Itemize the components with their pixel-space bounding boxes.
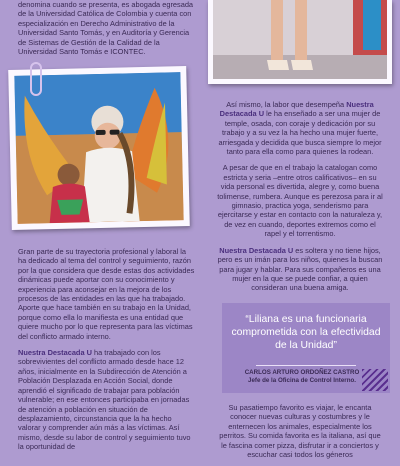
quote-author-role: Jefe de la Oficina de Control Interno. bbox=[248, 376, 356, 384]
right-paragraph-1 bbox=[217, 100, 383, 156]
right-paragraph-1-text: le ha enseñado a ser una mujer de temple, osada, con coraje y dedicación por su trabajo y a su vez la ha hecho una mujer fuerte, arriesgada y decidida que busca siempre lo mejor tanto para ella como para quienes la rodean. bbox=[218, 109, 382, 157]
right-column-body-bottom bbox=[217, 403, 383, 466]
quote-divider bbox=[256, 365, 356, 366]
right-paragraph-2: A pesar de que en el trabajo la catalogan como estricta y seria –entre otros calificativos– en su vida personal es divertida, alegre y, como buena tolimense, rumbera. Aunque es perezosa para ir al gimnasio, practica yoga, senderismo para ejercitarse y estar en contacto con la naturaleza y, de vez en cuando, deportes extremos como el rapel y el torrentismo. bbox=[217, 163, 383, 239]
photo-portrait-legs bbox=[213, 0, 387, 79]
portrait-illustration bbox=[213, 0, 387, 79]
left-paragraph-2-text: ha trabajado con los sobrevivientes del conflicto armado desde hace 12 años, inicialmente en la Subdirección de Atención a Población Desplazada en Acción Social, donde aprendió el significado de trabajar para población vulnerable; en ese entonces participaba en jornadas de atención a población en situación de desplazamiento, circunstancia que la ha hecho valorar y comprender aún más a las víctimas. Así mismo, desde su labor de control y seguimiento tuvo la oportunidad de bbox=[18, 348, 191, 452]
quote-author-name: CARLOS ARTURO ORDOÑEZ CASTRO bbox=[244, 369, 360, 376]
right-column-body bbox=[217, 100, 383, 300]
stripes-decoration bbox=[362, 369, 388, 391]
paperclip-icon bbox=[30, 62, 42, 96]
intro-text: denomina cuando se presenta, es abogada egresada de la Universidad Católica de Colombia y cuenta con especialización en Derecho Administrativo de la Universidad Santo Tomás, y en Auditoría y Gerencia de Sistemas de Gestión de la Calidad de la Universidad Santo Tomás e ICONTEC. bbox=[18, 0, 194, 57]
highlight-name: Nuestra Destacada U bbox=[18, 348, 92, 358]
left-paragraph-2 bbox=[18, 348, 196, 451]
highlight-name: Nuestra Destacada U bbox=[219, 100, 374, 119]
pull-quote-text: “Liliana es una funcionaria comprometida con la efectividad de la Unidad” bbox=[231, 314, 381, 351]
photo-travel-boat bbox=[14, 72, 183, 224]
intro-paragraph bbox=[18, 0, 196, 63]
photo-frame-portrait bbox=[208, 0, 392, 84]
right-paragraph-1-pre: Así mismo, la labor que desempeña bbox=[226, 100, 347, 109]
pull-quote-box bbox=[222, 303, 390, 393]
right-paragraph-3-text: es soltera y no tiene hijos, pero es un imán para los niños, quienes la buscan para jugar y hablar. Para sus compañeros es una mujer en la que se puede confiar, a quien consideran una buena amiga. bbox=[217, 245, 383, 293]
left-column-body bbox=[18, 247, 196, 459]
quote-author-block bbox=[228, 369, 376, 384]
travel-illustration bbox=[14, 72, 183, 224]
right-paragraph-4: Su pasatiempo favorito es viajar, le encanta conocer nuevas culturas y costumbres y le enternecen los animales, especialmente los perritos. Su comida favorita es la italiana, así que le fascina comer pizza, disfrutar ir a conciertos y escuchar casi todos los géneros bbox=[219, 403, 381, 460]
highlight-name: Nuestra Destacada U bbox=[219, 245, 294, 255]
right-paragraph-3 bbox=[217, 246, 383, 293]
left-paragraph-1: Gran parte de su trayectoria profesional y laboral la ha dedicado al tema del control y seguimiento, razón por la que considera que desde estas dos actividades dinámicas puede aportar con su conocimiento y experiencia para aconsejar en la mejora de los procesos de las entidades en las que ha trabajado. Aporte que hace también en su trabajo en la Unidad, porque como ella lo manifiesta es una entidad que quiere mucho por lo que representa para las víctimas del conflicto armado interno. bbox=[18, 247, 195, 341]
